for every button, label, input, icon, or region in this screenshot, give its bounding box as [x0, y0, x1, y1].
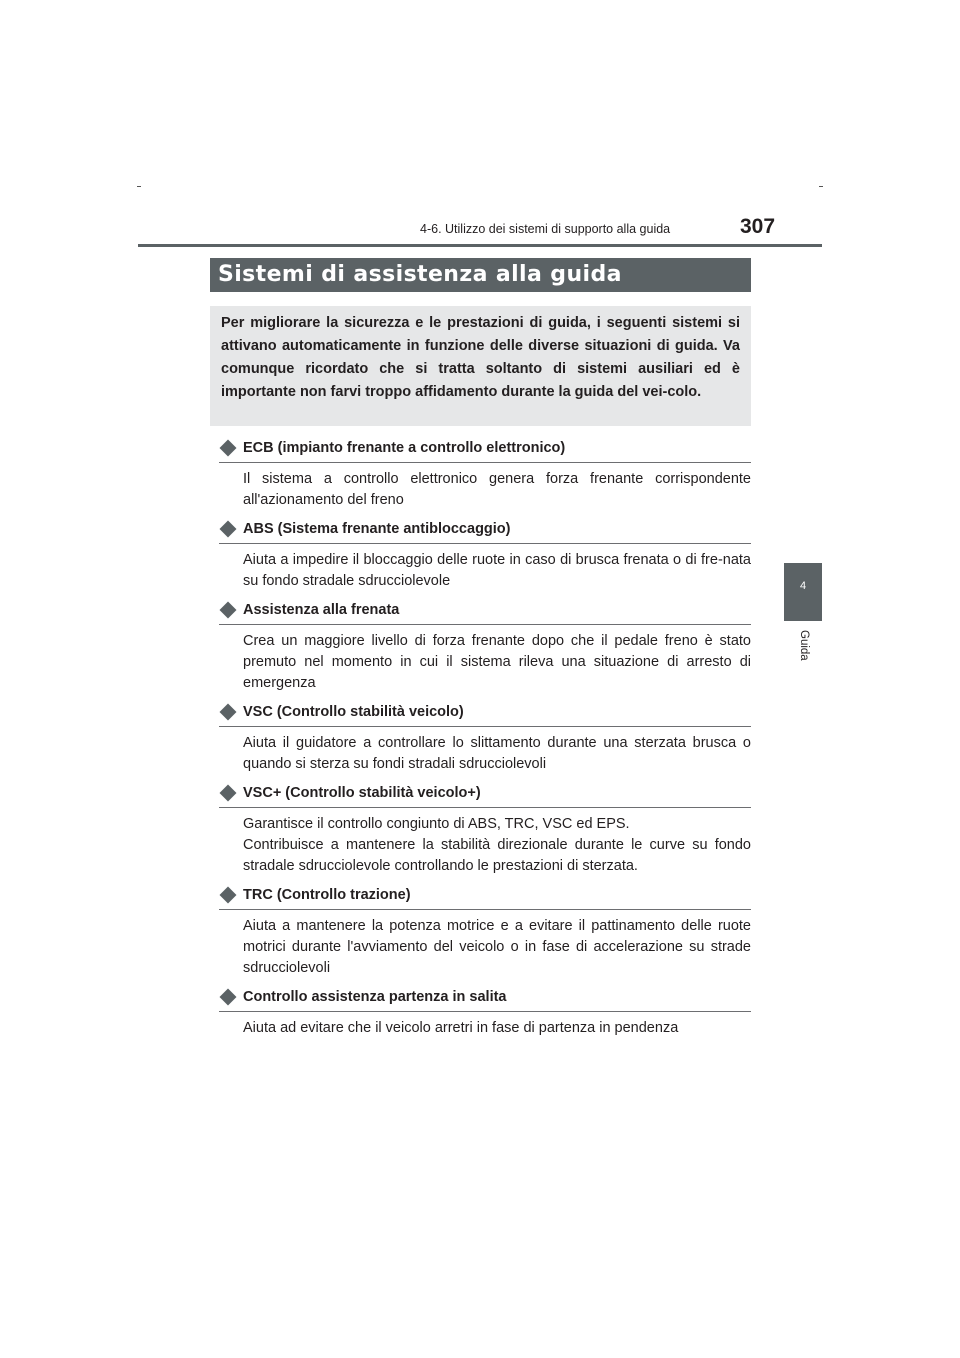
feature-description: [243, 550, 751, 592]
title-bar: [210, 258, 751, 292]
feature-item: [219, 783, 751, 877]
feature-item: [219, 519, 751, 592]
diamond-bullet-icon: [220, 989, 237, 1006]
feature-description: [243, 631, 751, 694]
feature-title: VSC+ (Controllo stabilità veicolo+): [243, 785, 481, 801]
feature-title: Assistenza alla frenata: [243, 602, 400, 618]
feature-text: Contribuisce a mantenere la stabilità direzionale durante le curve su fondo stradale sdrucciolevole controllando le prestazioni di sterzata.: [243, 837, 751, 874]
feature-heading: [219, 438, 751, 463]
feature-text: Il sistema a controllo elettronico genera forza frenante corrispondente all'azionamento del freno: [243, 471, 751, 508]
feature-item: [219, 885, 751, 979]
feature-title: ECB (impianto frenante a controllo elettronico): [243, 440, 566, 456]
feature-description: [243, 469, 751, 511]
header-rule: [138, 244, 822, 247]
feature-heading: [219, 987, 751, 1012]
feature-item: [219, 702, 751, 775]
diamond-bullet-icon: [220, 602, 237, 619]
chapter-tab: 4: [784, 563, 822, 621]
feature-text: Aiuta a impedire il bloccaggio delle ruote in caso di brusca frenata o di fre-nata su fondo stradale sdrucciolevole: [243, 552, 751, 589]
feature-heading: [219, 702, 751, 727]
chapter-label: Guida: [798, 630, 810, 661]
diamond-bullet-icon: [220, 440, 237, 457]
diamond-bullet-icon: [220, 704, 237, 721]
intro-text: Per migliorare la sicurezza e le prestazioni di guida, i seguenti sistemi si attivano automaticamente in funzione delle diverse situazioni di guida. Va comunque ricordato che si tratta soltanto di sistemi ausiliari ed è importante non farvi troppo affidamento durante la guida del vei-colo.: [221, 315, 740, 400]
feature-title: ABS (Sistema frenante antibloccaggio): [243, 521, 511, 537]
crop-mark-right: [819, 186, 823, 187]
feature-title: TRC (Controllo trazione): [243, 887, 411, 903]
feature-description: [243, 1018, 751, 1039]
diamond-bullet-icon: [220, 887, 237, 904]
section-header: 4-6. Utilizzo dei sistemi di supporto alla guida: [420, 222, 671, 236]
feature-description: [243, 916, 751, 979]
diamond-bullet-icon: [220, 785, 237, 802]
feature-heading: [219, 783, 751, 808]
feature-text: Garantisce il controllo congiunto di ABS, TRC, VSC ed EPS.: [243, 816, 630, 832]
feature-list: [219, 438, 751, 1047]
feature-text: Aiuta il guidatore a controllare lo slittamento durante una sterzata brusca o quando si sterza su fondi stradali sdrucciolevoli: [243, 735, 751, 772]
feature-heading: [219, 600, 751, 625]
feature-description: [243, 814, 751, 877]
feature-text: Crea un maggiore livello di forza frenante dopo che il pedale freno è stato premuto nel momento in cui il sistema rileva una situazione di arresto di emergenza: [243, 633, 751, 691]
feature-text: Aiuta a mantenere la potenza motrice e a evitare il pattinamento delle ruote motrici durante l'avviamento del veicolo o in fase di accelerazione su strade sdrucciolevoli: [243, 918, 751, 976]
feature-title: VSC (Controllo stabilità veicolo): [243, 704, 464, 720]
page-number: 307: [740, 215, 776, 238]
feature-heading: [219, 885, 751, 910]
feature-heading: [219, 519, 751, 544]
crop-mark-left: [137, 186, 141, 187]
feature-title: Controllo assistenza partenza in salita: [243, 989, 507, 1005]
feature-text: Aiuta ad evitare che il veicolo arretri in fase di partenza in pendenza: [243, 1020, 679, 1036]
diamond-bullet-icon: [220, 521, 237, 538]
intro-box: [210, 306, 751, 426]
feature-description: [243, 733, 751, 775]
feature-item: [219, 600, 751, 694]
feature-item: [219, 438, 751, 511]
page-title: Sistemi di assistenza alla guida: [218, 262, 622, 287]
feature-item: [219, 987, 751, 1039]
